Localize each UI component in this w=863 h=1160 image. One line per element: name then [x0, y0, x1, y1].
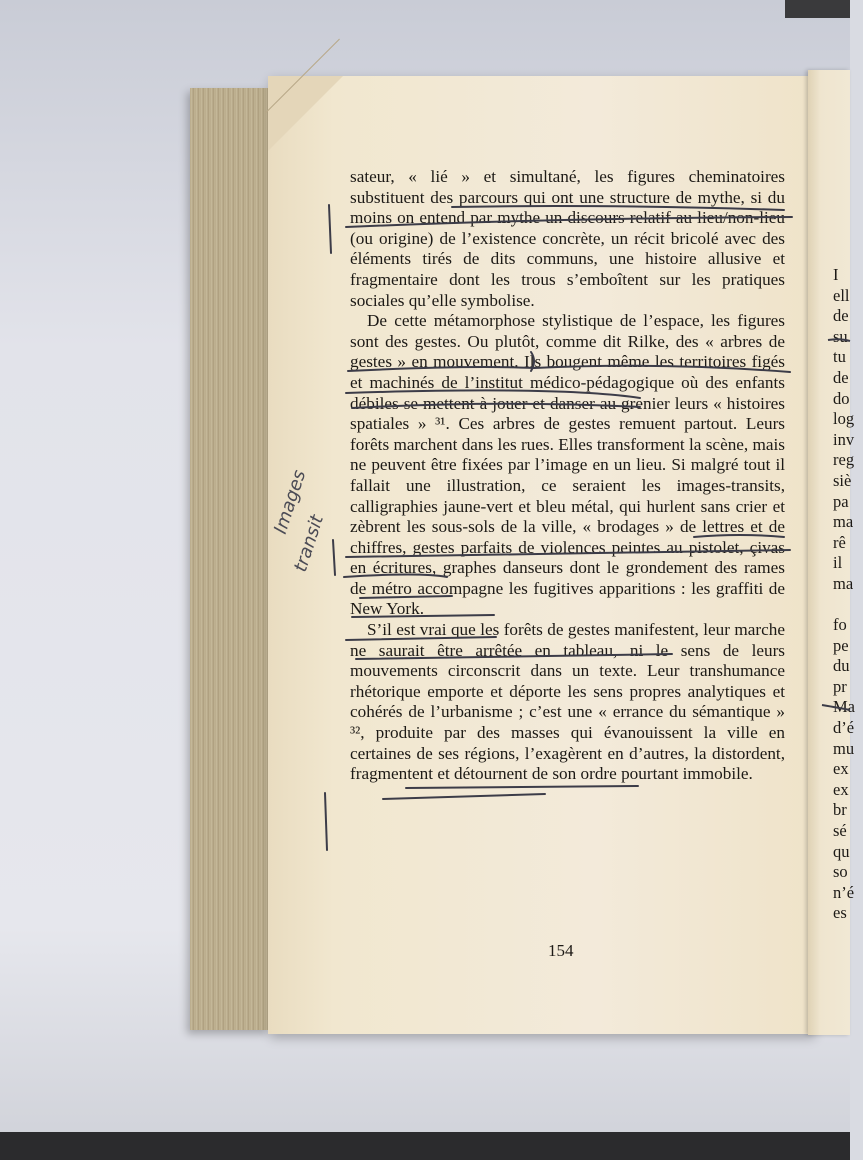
facing-page-fragment: I: [833, 265, 839, 284]
facing-page-fragment: Ma: [833, 697, 855, 717]
facing-page-fragment: reg: [833, 450, 855, 470]
scanner-edge: [785, 0, 850, 18]
facing-page-fragment: do: [833, 388, 850, 408]
scanner-bottom-edge: [0, 1132, 850, 1160]
facing-page-fragment: rê: [833, 532, 846, 552]
facing-page-fragment: [833, 595, 863, 616]
facing-page-fragment: pe: [833, 635, 849, 655]
margin-note-line-2: transit: [290, 512, 329, 575]
facing-page-fragment: ma: [833, 573, 854, 593]
facing-page-fragment: su: [833, 326, 848, 346]
facing-page-text: [833, 265, 863, 924]
body-text: [350, 167, 785, 785]
facing-page-fragment: ell: [833, 285, 850, 305]
facing-page-fragment: inv: [833, 429, 855, 449]
margin-note-line-1: Images: [270, 467, 311, 537]
paragraph-1: sateur, « lié » et simultané, les figures cheminatoires substituent des parcours qui ont une structure de mythe, si du moins on entend par mythe un discours relatif au lieu/non-lieu (ou origine) de l’existence concrète, un récit bricolé avec des éléments tirés de dits communs, une histoire allusive et fragmentaire dont les trous s’emboîtent sur les pratiques sociales qu’elle symbolise.: [350, 167, 785, 310]
folded-corner: [268, 76, 343, 151]
facing-page-fragment: log: [833, 409, 855, 429]
paragraph-3: S’il est vrai que les forêts de gestes manifestent, leur marche ne saurait être arrêtée en tableau, ni le sens de leurs mouvements circonscrit dans un texte. Leur transhumance rhétorique emporte et déporte les sens propres analytiques et cohérés de l’urbanisme ; c’est une « errance du sémantique » ³², produite par des masses qui évanouissent la ville en certaines de ses régions, l’exagèrent en d’autres, la distordent, fragmentent et détournent de son ordre pourtant immobile.: [350, 620, 785, 784]
facing-page-fragment: ex: [833, 759, 849, 779]
facing-page-fragment: sé: [833, 821, 847, 841]
facing-page-fragment: pr: [833, 676, 847, 696]
facing-page-fragment: es: [833, 903, 847, 923]
facing-page-fragment: so: [833, 862, 848, 882]
facing-page-fragment: pa: [833, 491, 849, 511]
book-page-edges: [190, 88, 270, 1030]
facing-page-fragment: d’é: [833, 718, 855, 738]
facing-page-fragment: de: [833, 306, 849, 326]
facing-page-fragment: n’é: [833, 882, 855, 902]
facing-page-fragment: du: [833, 656, 850, 676]
facing-page-fragment: siè: [833, 470, 852, 490]
facing-page-fragment: br: [833, 800, 847, 820]
facing-page-fragment: il: [833, 553, 843, 573]
facing-page-fragment: tu: [833, 347, 846, 367]
facing-page-fragment: fo: [833, 615, 847, 635]
page-number: 154: [548, 941, 574, 960]
paragraph-2: De cette métamorphose stylistique de l’espace, les figures sont des gestes. Ou plutôt, comme dit Rilke, des « arbres de gestes » en mouvement. Ils bougent même les territoires figés et machinés de l’institut médico-pédagogique où des enfants débiles se mettent à jouer et danser au grenier leurs « histoires spatiales » ³¹. Ces arbres de gestes remuent partout. Leurs forêts marchent dans les rues. Elles transforment la scène, mais ne peuvent être fixées par l’image en un lieu. Si malgré tout il fallait une illustration, ce seraient les images-transits, calligraphies jaune-vert et bleu métal, qui hurlent sans crier et zèbrent les sous-sols de la ville, « brodages » de lettres et de chiffres, gestes parfaits de violences peintes au pistolet, çivas en écritures, graphes danseurs dont le grondement des rames de métro accompagne les fugitives apparitions : les graffiti de New York.: [350, 311, 785, 619]
facing-page-fragment: ma: [833, 512, 854, 532]
facing-page-fragment: qu: [833, 841, 850, 861]
facing-page-fragment: mu: [833, 738, 855, 758]
facing-page-fragment: de: [833, 367, 849, 387]
facing-page-fragment: ex: [833, 779, 849, 799]
